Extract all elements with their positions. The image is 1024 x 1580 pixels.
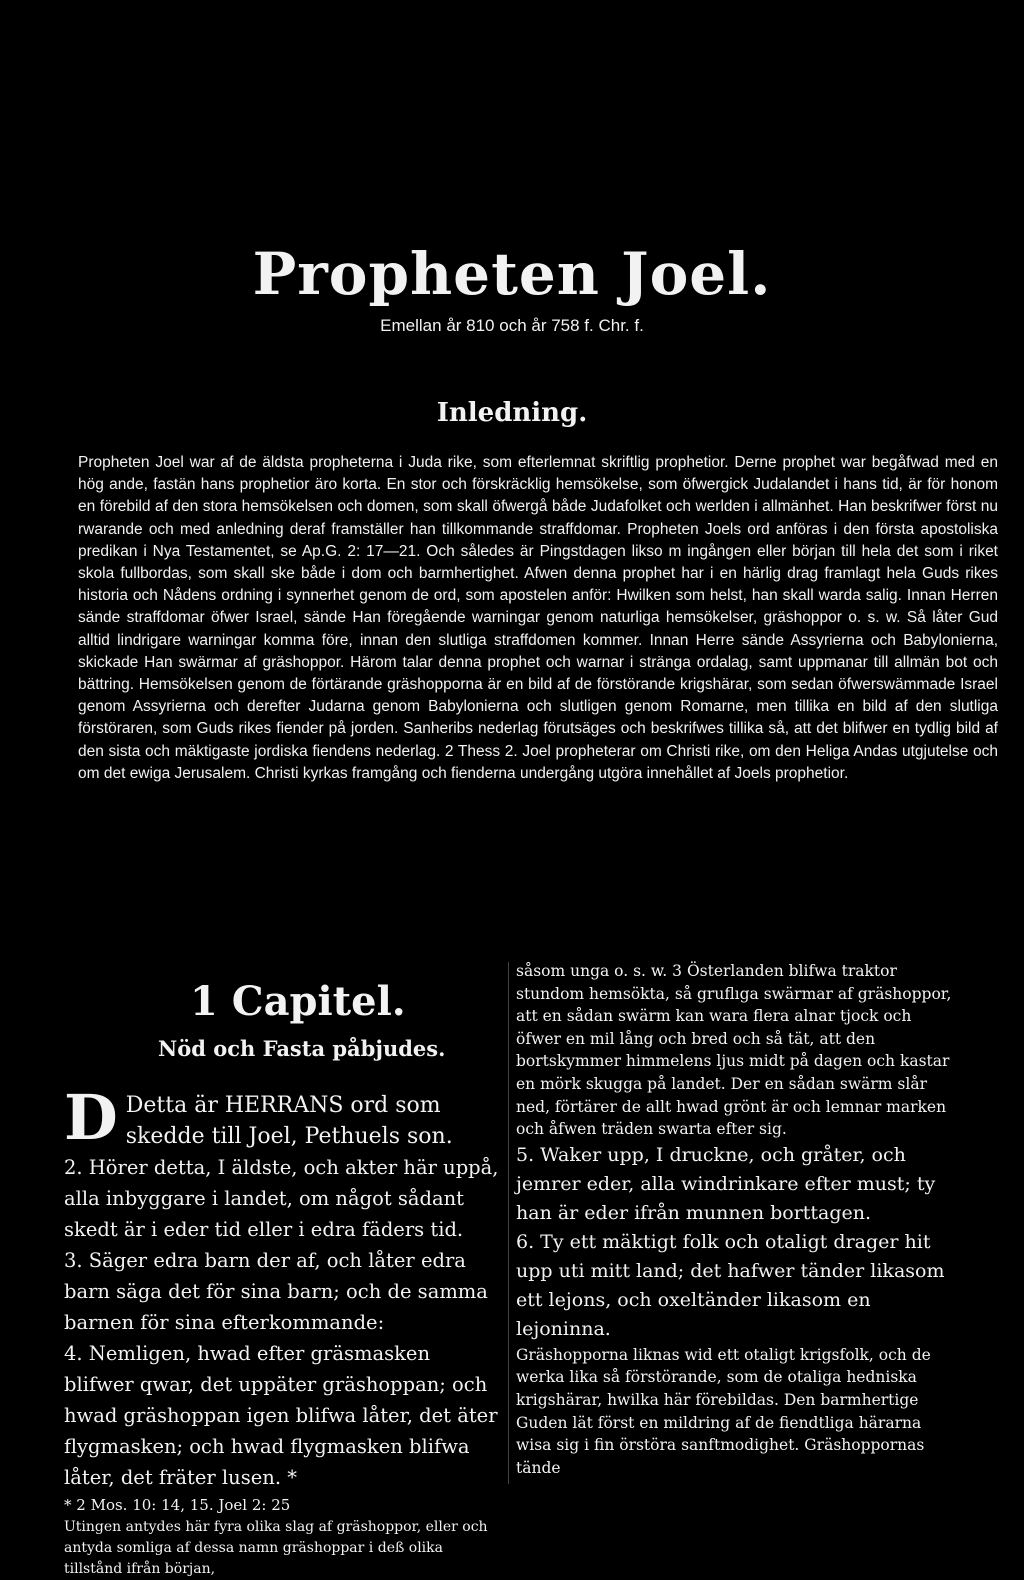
right-column <box>516 960 960 1479</box>
footnote-text: Utingen antydes här fyra olika slag af gräshoppor, eller och antyda somliga af dessa namn gräshoppar i deß olika tillstånd ifrån början, <box>64 1519 488 1577</box>
verse-6: 6. Ty ett mäktigt folk och otaligt drager hit upp uti mitt land; det hafwer tänder likasom ett lejons, och oxeltänder likasom en lejoninna. <box>516 1230 945 1340</box>
left-column <box>64 1081 504 1580</box>
drop-cap: D <box>64 1081 118 1154</box>
verse-1-text: Detta är HERRANS ord som skedde till Joel, Pethuels son. <box>125 1093 453 1149</box>
page-title: Propheten Joel. <box>252 240 772 308</box>
commentary-continuation: såsom unga o. s. w. 3 Österlanden blifwa traktor stundom hemsökta, så gruflıga swärmar af gräshoppor, att en sådan swärm kan wara flera alnar tjock och öfwer en mil lång och bred och så tät, att den bortskymmer himmelens ljus midt på dagen och kastar en mörk skugga på landet. Der en sådan swärm slår ned, förtärer de allt hwad grönt är och lemnar marken och åfwen träden swarta efter sig. <box>516 962 952 1139</box>
verse-4: 4. Nemligen, hwad efter gräsmasken blifwer qwar, det uppäter gräshoppan; och hwad gräshoppan igen blifwa låter, det äter flygmasken; och hwad flygmasken blifwa låter, det fräter lusen. * <box>64 1342 498 1489</box>
verse-3: 3. Säger edra barn der af, och låter edra barn säga det för sina barn; och de samma barnen för sina efterkommande: <box>64 1249 488 1334</box>
verse-1 <box>64 1081 504 1154</box>
chapter-heading: 1 Capitel. <box>190 978 406 1025</box>
introduction-text: Propheten Joel war af de äldsta propheterna i Juda rike, som efterlemnat skriftlig prophetior. Derne prophet war begåfwad med en hög ande, fastän hans prophetior äro korta. En stor och förskräcklig hemsökelse, som öfwergick Judalandet i hans tid, är för honom en förebild af den stora hemsökelsen och domen, som skall öfwergå både Judafolket och werlden i allmänhet. Han beskrifwer först nu rwarande och med anledning deraf framställer han tillkommande straffdomar. Propheten Joels ord anföras i den första apostoliska predikan i Nya Testamentet, se Ap.G. 2: 17—21. Och således är Pingstdagen likso m ingången eller början till hela det som i riket skola fullbordas, som skall ske både i dom och barmhertighet. Afwen denna prophet har i en härlig drag framlagt hela Guds rikes historia och Nådens ordning i synnerhet genom de ord, som apostelen anför: Hwilken som helst, han skall warda salig. Innan Herren sände straffdomar öfwer Israel, sände Han föregående warningar genom naturliga hemsökelser, gräshoppor o. s. w. Så låter Gud alltid lindrigare warningar komma före, innan den slutliga straffdomen kommer. Innan Herre sände Assyrierna och Babylonierna, skickade Han swärmar af gräshoppor. Härom talar denna prophet och warnar i stränga ordalag, samt uppmanar till allmän bot och bättring. Hemsökelsen genom de förtärande gräshopporna är en bild af de förstörande krigshärar, som sedan öfwerswämmade Israel genom Assyrierna och derefter Judarna genom Babylonierna och slutligen genom Romarne, men tillika en bild af den slutliga förstöraren, som Guds rikes fiender på jorden. Sanheribs nederlag förutsäges och beskrifwes tillika så, att det blifwer en tydlig bild af den sista och mäktigaste jordiska fiendens nederlag. 2 Thess 2. Joel propheterar om Christi rike, om den Heliga Andas utgjutelse och om det ewiga Jerusalem. Christi kyrkas framgång och fienderna undergång utgöra innehållet af Joels prophetior. <box>78 454 998 782</box>
introduction-heading: Inledning. <box>436 398 588 428</box>
column-divider <box>508 962 509 1484</box>
date-line: Emellan år 810 och år 758 f. Chr. f. <box>380 316 644 335</box>
footnote-reference: * 2 Mos. 10: 14, 15. Joel 2: 25 <box>64 1496 291 1514</box>
verse-5: 5. Waker upp, I druckne, och gråter, och jemrer eder, alla windrinkare efter must; ty han är eder ifrån munnen borttagen. <box>516 1143 936 1224</box>
verse-2: 2. Hörer detta, I äldste, och akter här uppå, alla inbyggare i landet, om något sådant skedt är i eder tid eller i edra fäders tid. <box>64 1156 499 1241</box>
commentary-verse-6: Gräshopporna liknas wid ett otaligt krigsfolk, och de werka lika så förstörande, som de otaliga hedniska krigshärar, hwilka här förebildas. Den barmhertige Guden lät först en mildring af de fiendtliga härarna wisa sig i fin örstöra sanftmodighet. Gräshoppornas tände <box>516 1345 931 1477</box>
chapter-subheading: Nöd och Fasta påbjudes. <box>158 1036 446 1061</box>
